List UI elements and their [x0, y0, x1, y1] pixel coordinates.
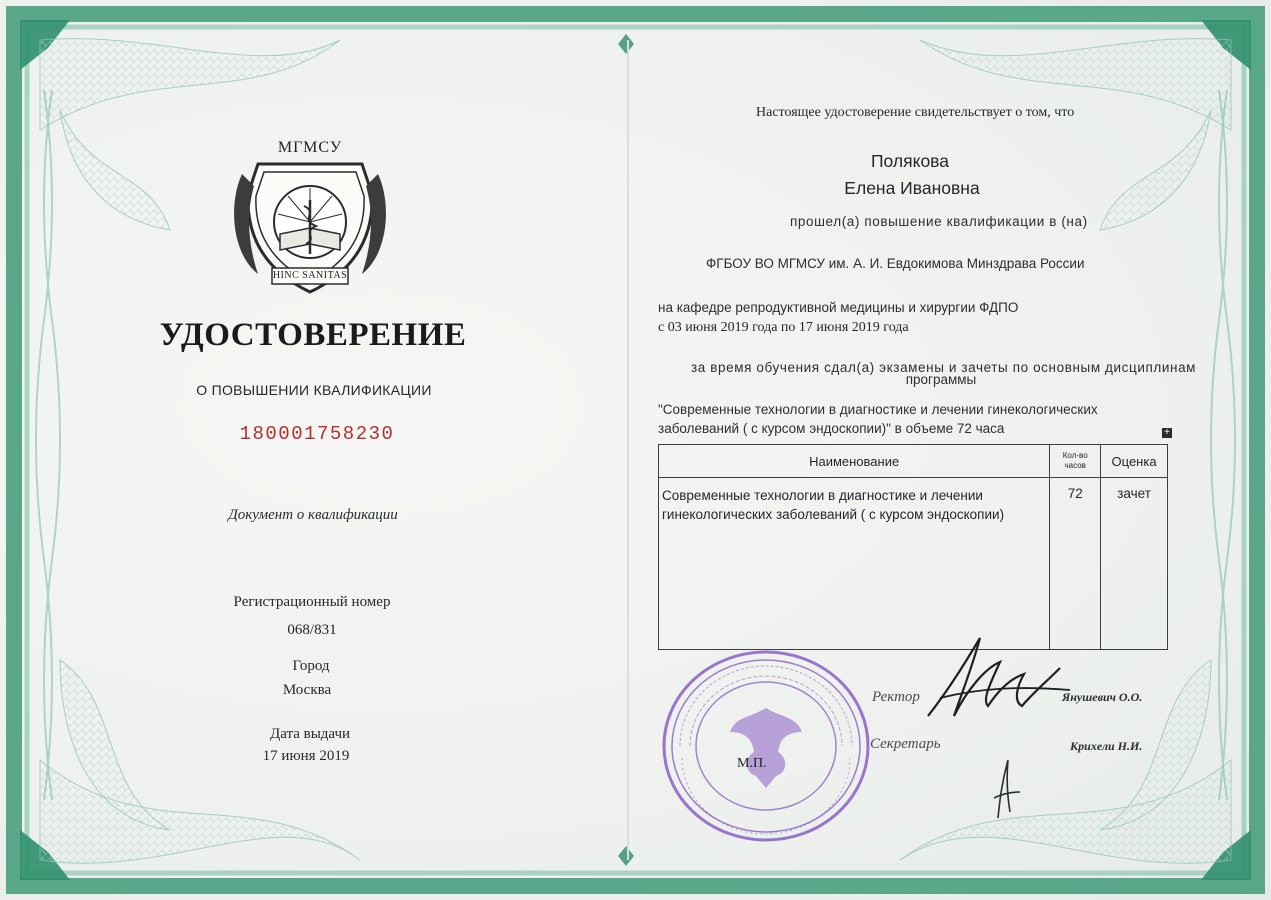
row-name-line2: гинекологических заболеваний ( с курсом эндоскопии)	[662, 507, 1005, 522]
plus-icon: +	[1162, 428, 1172, 438]
program-title-line2: заболеваний ( с курсом эндоскопии)" в объеме 72 часа	[658, 421, 1005, 436]
secretary-name: Крихели Н.И.	[1070, 739, 1143, 753]
certificate-title: УДОСТОВЕРЕНИЕ	[159, 317, 467, 353]
header-grade: Оценка	[1101, 445, 1168, 478]
header-hours-line2: часов	[1064, 461, 1086, 470]
document-type: Документ о квалификации	[228, 507, 398, 523]
secretary-signature	[986, 752, 1026, 822]
training-period: с 03 июня 2019 года по 17 июня 2019 года	[658, 320, 909, 335]
rector-label: Ректор	[872, 689, 920, 705]
row-discipline-name	[659, 478, 1050, 650]
stamp-mark: М.П.	[737, 756, 767, 771]
passed-text: прошел(а) повышение квалификации в (на)	[790, 214, 1088, 229]
secretary-label: Секретарь	[870, 736, 941, 752]
institution-name: ФГБОУ ВО МГМСУ им. А. И. Евдокимова Минздрава России	[706, 256, 1085, 271]
exams-text-line1: за время обучения сдал(а) экзамены и зачеты по основным дисциплинам	[691, 360, 1197, 375]
issue-date: 17 июня 2019	[262, 748, 350, 764]
header-name: Наименование	[659, 445, 1050, 478]
certificate-subtitle: О ПОВЫШЕНИИ КВАЛИФИКАЦИИ	[196, 382, 432, 398]
grades-table	[658, 444, 1168, 650]
emblem-top-text: МГМСУ	[277, 139, 343, 156]
table-row	[659, 478, 1168, 650]
intro-text: Настоящее удостоверение свидетельствует о том, что	[756, 105, 1075, 120]
header-hours-line1: Кол-во	[1062, 451, 1088, 460]
holder-given-names: Елена Ивановна	[844, 178, 980, 198]
row-name-line1: Современные технологии в диагностике и лечении	[662, 488, 983, 503]
program-title-line1: "Современные технологии в диагностике и лечении гинекологических	[658, 402, 1098, 417]
registration-label: Регистрационный номер	[233, 594, 391, 610]
department-name: на кафедре репродуктивной медицины и хирургии ФДПО	[658, 300, 1019, 315]
serial-number: 180001758230	[239, 423, 395, 445]
header-hours	[1050, 445, 1101, 478]
official-stamp	[660, 648, 872, 844]
rector-signature	[920, 628, 1080, 726]
registration-number: 068/831	[287, 622, 337, 638]
city-label: Город	[292, 658, 330, 674]
emblem-motto: HINC SANITAS	[272, 270, 348, 281]
row-hours: 72	[1050, 478, 1101, 650]
city-value: Москва	[282, 682, 332, 698]
table-header-row	[659, 445, 1168, 478]
rector-name: Янушевич О.О.	[1062, 690, 1143, 704]
exams-text-line2: программы	[905, 372, 977, 387]
holder-surname: Полякова	[870, 151, 950, 171]
row-grade: зачет	[1101, 478, 1168, 650]
issue-date-label: Дата выдачи	[269, 726, 351, 742]
